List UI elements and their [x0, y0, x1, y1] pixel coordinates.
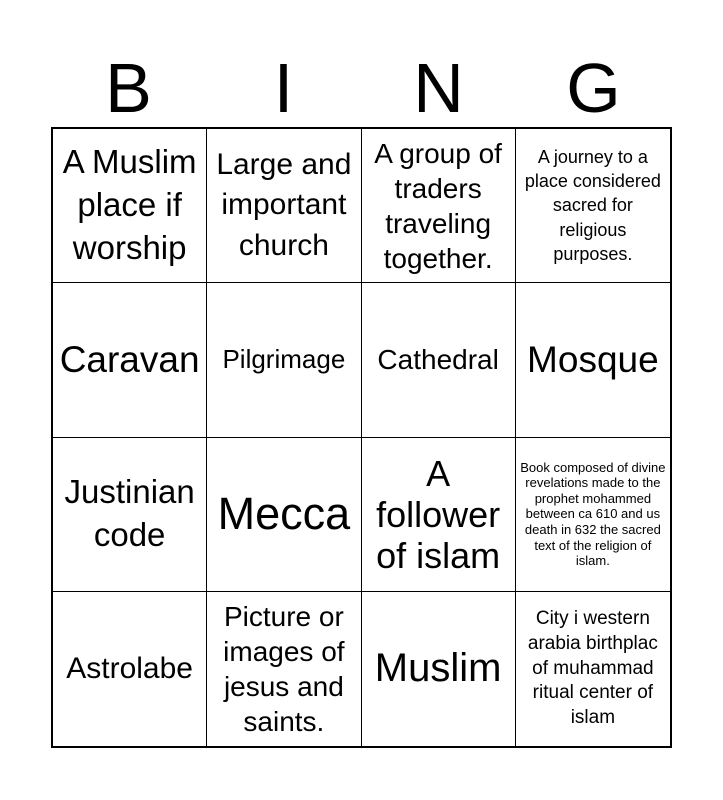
bingo-cell	[53, 129, 207, 283]
bingo-cell	[207, 129, 361, 283]
cell-text: Picture or images of jesus and saints.	[223, 600, 345, 737]
cell-text: A group of traders traveling together.	[374, 137, 502, 274]
bingo-cell	[207, 283, 361, 437]
bingo-cell	[53, 592, 207, 746]
cell-text: Astrolabe	[66, 651, 193, 685]
header-letter-b: B	[105, 49, 152, 127]
bingo-cell	[362, 283, 516, 437]
cell-text: Pilgrimage	[222, 344, 346, 375]
bingo-cell	[207, 592, 361, 746]
bingo-cell	[516, 129, 670, 283]
cell-text: A follower of islam	[376, 452, 501, 576]
cell-text: Mecca	[217, 488, 351, 540]
bingo-cell	[362, 129, 516, 283]
bingo-cell	[362, 592, 516, 746]
bingo-header	[51, 48, 671, 128]
bingo-board	[51, 127, 672, 748]
header-letter-g: G	[566, 49, 621, 127]
bingo-cell	[516, 283, 670, 437]
cell-text: Mosque	[527, 338, 659, 380]
bingo-cell	[362, 438, 516, 592]
cell-text: Cathedral	[377, 344, 499, 376]
bingo-cell	[516, 592, 670, 746]
cell-text: City i western arabia birthplac of muhammad ritual center of islam	[527, 608, 658, 728]
cell-text: Caravan	[59, 338, 200, 380]
bingo-cell	[53, 438, 207, 592]
bingo-cell	[53, 283, 207, 437]
cell-text: Justinian code	[64, 473, 195, 554]
cell-text: Large and important church	[216, 147, 352, 262]
cell-text: Muslim	[374, 646, 502, 691]
header-letter-n: N	[413, 49, 464, 127]
cell-text: Book composed of divine revelations made to the prophet mohammed between ca 610 and us death in 632 the sacred text of the religion of islam.	[520, 459, 666, 569]
bingo-cell	[516, 438, 670, 592]
bingo-cell	[207, 438, 361, 592]
cell-text: A journey to a place considered sacred for religious purposes.	[524, 146, 661, 265]
cell-text: A Muslim place if worship	[62, 143, 197, 267]
header-letter-i: I	[273, 49, 294, 127]
